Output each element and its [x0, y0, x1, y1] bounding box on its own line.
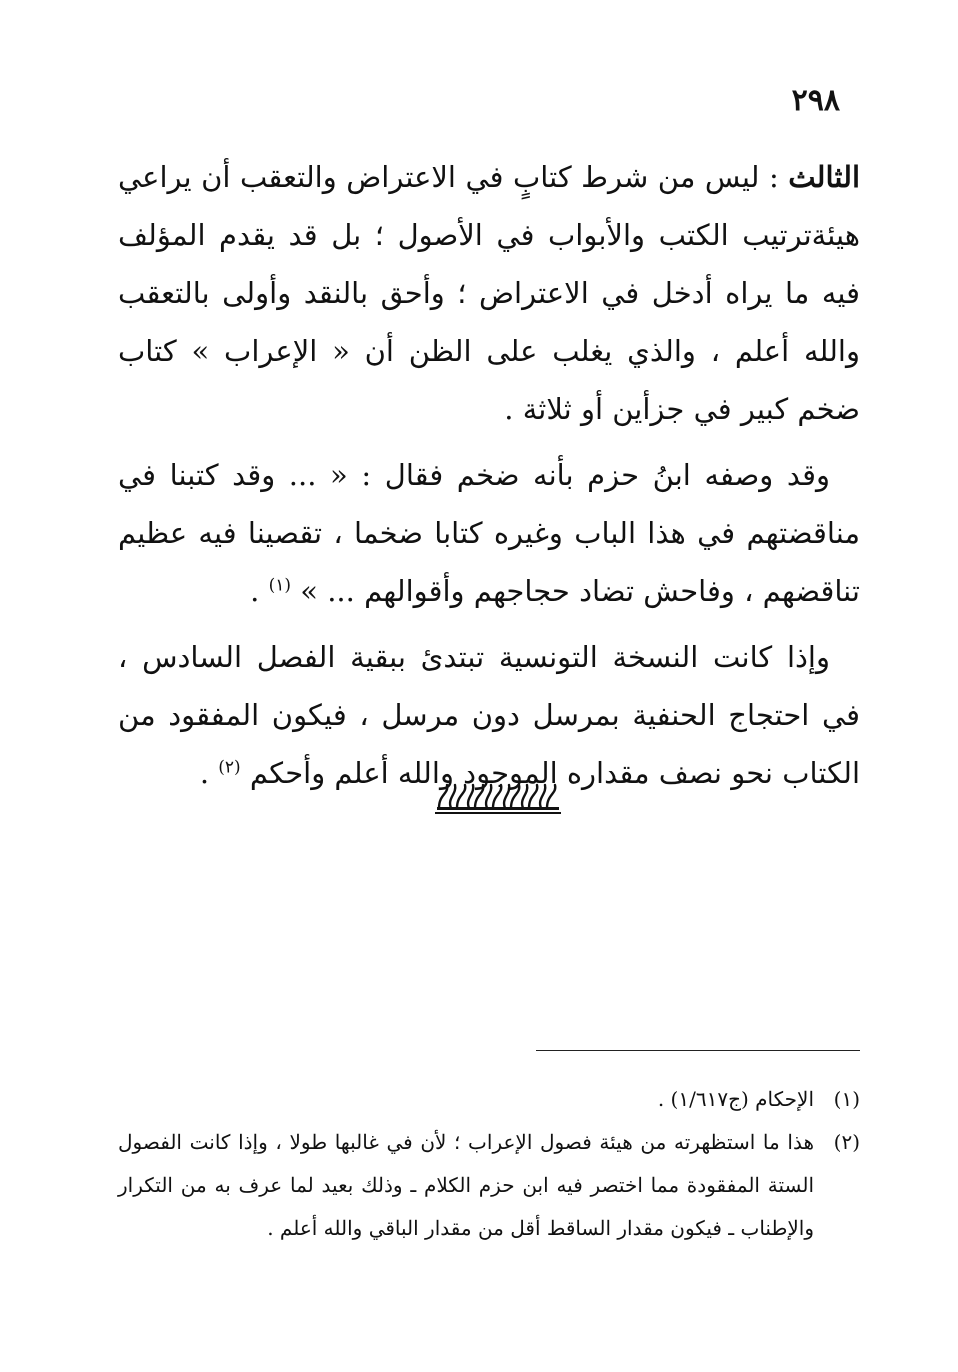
footnote-2	[118, 1121, 860, 1250]
footnote-text: هذا ما استظهرته من هيئة فصول الإعراب ؛ لأن في غالبها طولا ، وإذا كانت الفصول الستة المفقودة مما اختصر فيه ابن حزم الكلام ـ وذلك بعيد لما عرف به من التكرار والإطناب ـ فيكون مقدار الساقط أقل من مقدار الباقي والله أعلم .	[118, 1130, 814, 1240]
paragraph-tail: .	[250, 574, 269, 608]
footnote-number: (١)	[833, 1087, 860, 1111]
paragraph-tail: .	[199, 756, 219, 790]
footnote-1	[118, 1078, 860, 1121]
footnote-ref-2: (٢)	[218, 757, 241, 778]
paragraph-lead: الثالث	[788, 160, 860, 194]
footnote-separator	[536, 1050, 860, 1051]
page-number: ٢٩٨	[791, 83, 840, 118]
footnotes	[118, 1078, 860, 1250]
footnote-text: الإحكام (ج١/٦١٧) .	[657, 1087, 814, 1111]
paragraph-text: وقد وصفه ابنُ حزم بأنه ضخم فقال : « ... وقد كتبنا في مناقضتهم في هذا الباب وغيره كتابا ضخما ، تقصينا فيه عظيم تناقضهم ، وفاحش تضاد حجاجهم وأقوالهم ... »	[118, 458, 860, 608]
main-text	[118, 148, 860, 810]
paragraph-2	[118, 446, 860, 620]
paragraph-1	[118, 148, 860, 438]
paragraph-3	[118, 628, 860, 802]
footnote-number: (٢)	[833, 1130, 860, 1154]
decorative-divider-icon	[433, 780, 563, 816]
paragraph-text: وإذا كانت النسخة التونسية تبتدئ ببقية الفصل السادس ، في احتجاج الحنفية بمرسل دون مرسل ، فيكون المفقود من الكتاب نحو نصف مقداره الموجود والله أعلم وأحكم	[118, 640, 860, 790]
footnote-ref-1: (١)	[268, 575, 292, 596]
paragraph-text: : ليس من شرط كتابٍ في الاعتراض والتعقب أن يراعي هيئةترتيب الكتب والأبواب في الأصول ؛ بل قد يقدم المؤلف فيه ما يراه أدخل في الاعتراض ؛ وأحق بالنقد وأولى بالتعقب والله أعلم ، والذي يغلب على الظن أن « الإعراب » كتاب ضخم كبير في جزأين أو ثلاثة .	[118, 160, 860, 426]
